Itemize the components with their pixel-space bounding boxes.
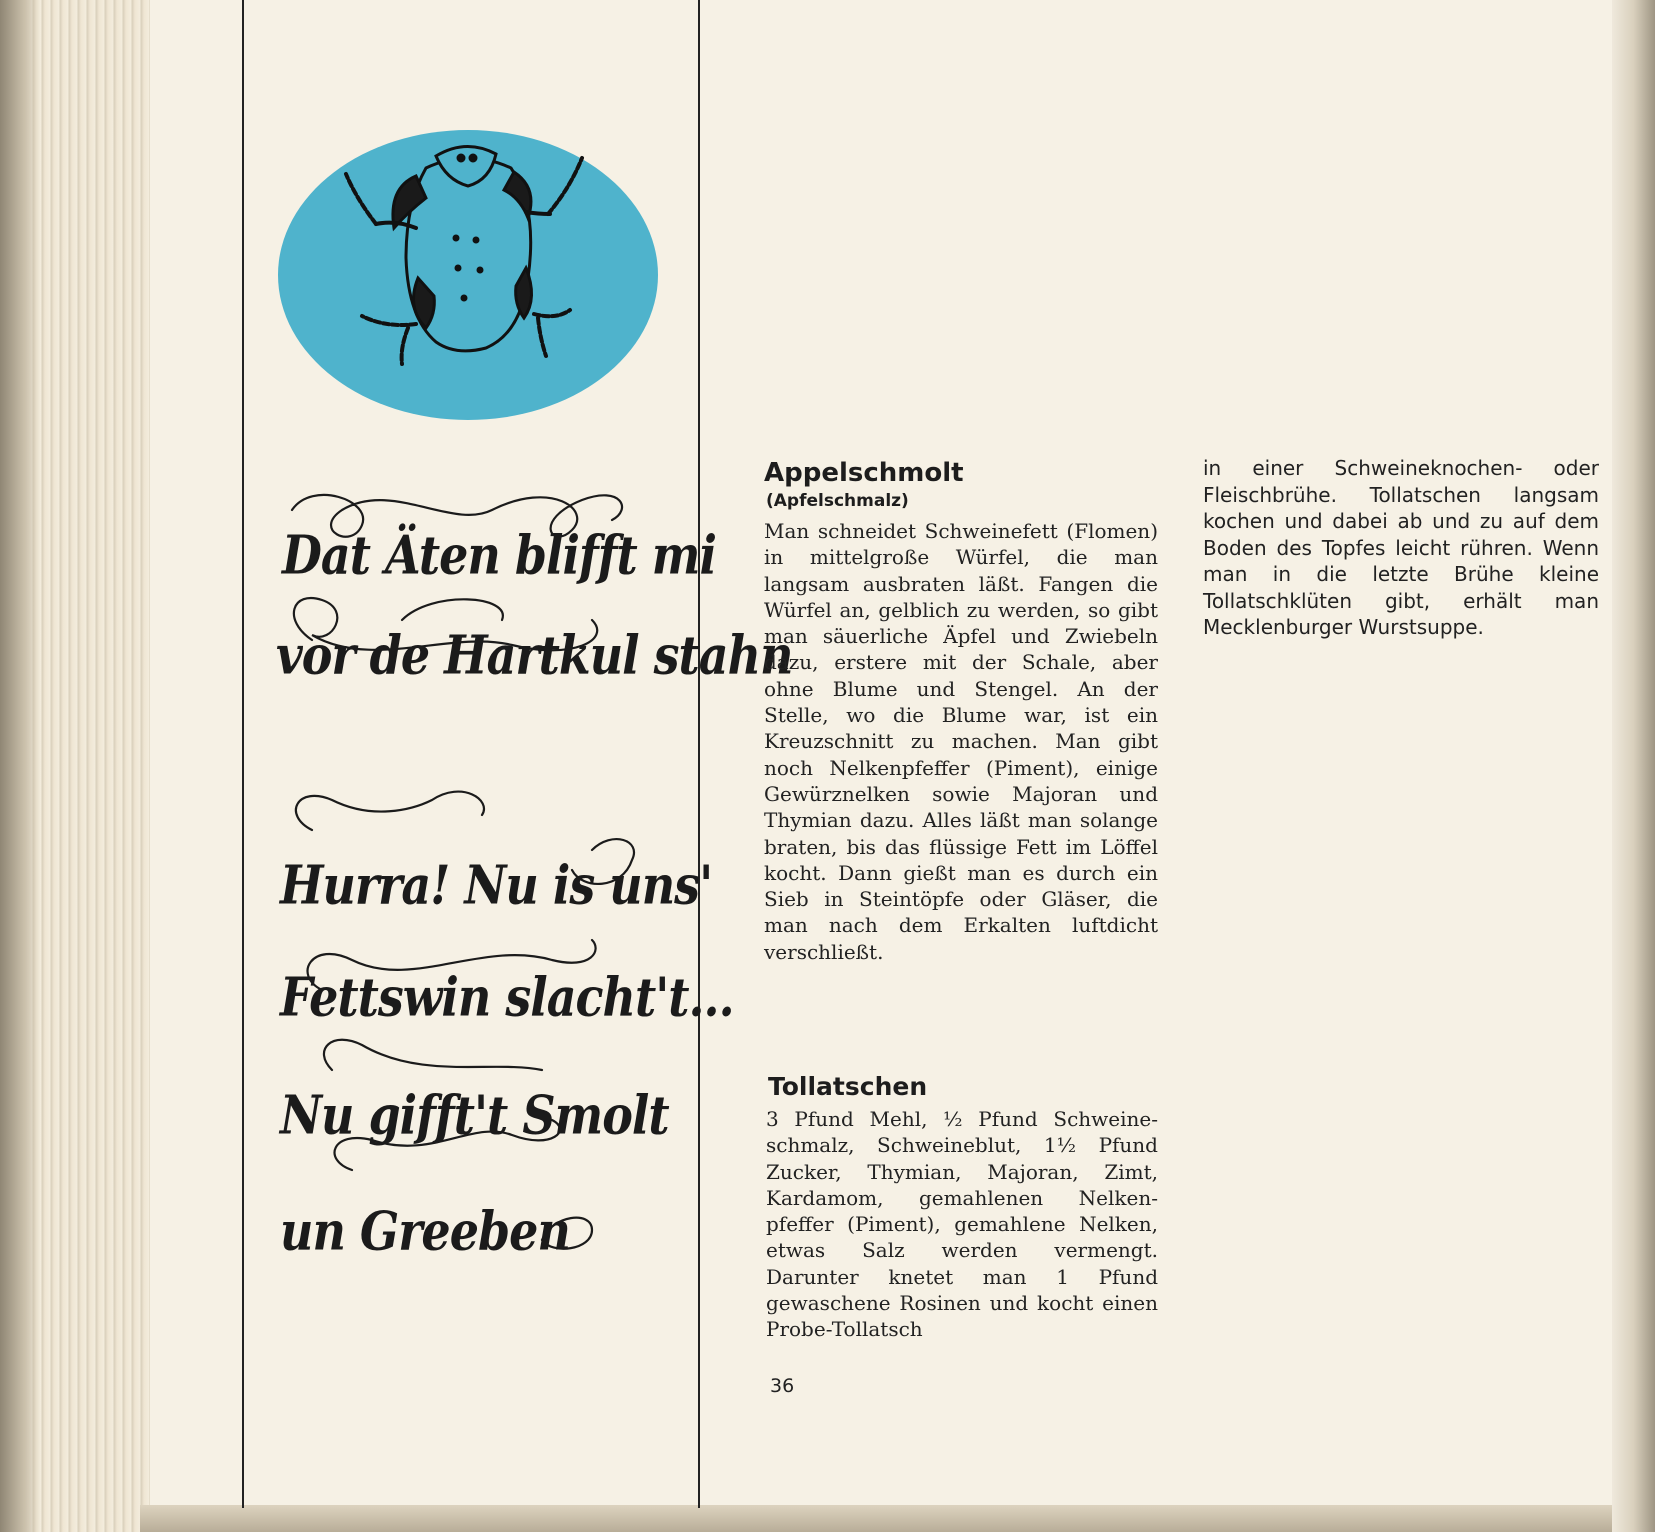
verse-line-1: Dat Äten blifft mi: [282, 523, 716, 587]
page-bottom-edge: [140, 1505, 1640, 1532]
verse-line-6: un Greeben: [280, 1199, 570, 1263]
left-column-rule: [242, 0, 244, 1508]
verse-line-2: vor de Hartkul stahn: [276, 623, 793, 687]
verse-line-3: Hurra! Nu is uns': [280, 853, 713, 917]
bound-pig-illustration: [276, 128, 660, 422]
recipe-body-appelschmolt: Man schneidet Schweinefett (Flomen) in mittelgroße Würfel, die man langsam ausbraten läßt. Fangen die Würfel an, gelblich zu werden, so gibt man säuerliche Äpfel und Zwiebeln dazu, erstere mit der Schale, aber ohne Blume und Stengel. An der Stelle, wo die Blume war, ist ein Kreuzschnitt zu machen. Man gibt noch Nelkenpfeffer (Piment), einige Gewürznelken sowie Majoran und Thymian dazu. Alles läßt man solange braten, bis das flüssige Fett im Löffel kocht. Dann gießt man es durch ein Sieb in Steintöpfe oder Gläser, die man nach dem Erkalten luftdicht verschließt.: [764, 519, 1158, 964]
recipe-title-tollatschen: Tollatschen: [768, 1072, 928, 1101]
recipe-body-tollatschen-continued: in einer Schweineknochen- oder Fleischbrühe. Tollatschen langsam kochen und dabei ab und zu auf dem Boden des Topfes leicht rühren. Wenn man in die letzte Brühe kleine Tollatschklüten gibt, erhält man Mecklenburger Wurstsuppe.: [1203, 456, 1599, 639]
recipe-body-tollatschen: 3 Pfund Mehl, ½ Pfund Schweineschmalz, Schweineblut, 1½ Pfund Zucker, Thymian, Majoran, Zimt, Kardamom, gemahlenen Nelkenpfeffer (Piment), gemahlene Nelken, etwas Salz werden vermengt. Darunter knetet man 1 Pfund gewaschene Rosinen und kocht einen Probe-Tollatsch: [766, 1107, 1158, 1342]
recipe-subtitle-appelschmolt: (Apfelschmalz): [766, 491, 909, 511]
verse-line-5: Nu gifft't Smolt: [280, 1083, 669, 1147]
edge-shadow: [0, 0, 40, 1532]
verse-line-4: Fettswin slacht't...: [280, 965, 734, 1029]
page-right-edge: [1612, 0, 1655, 1532]
recipe-title-appelschmolt: Appelschmolt: [764, 458, 964, 488]
page-number: 36: [770, 1375, 795, 1397]
calligraphy-verse: [252, 470, 793, 1310]
